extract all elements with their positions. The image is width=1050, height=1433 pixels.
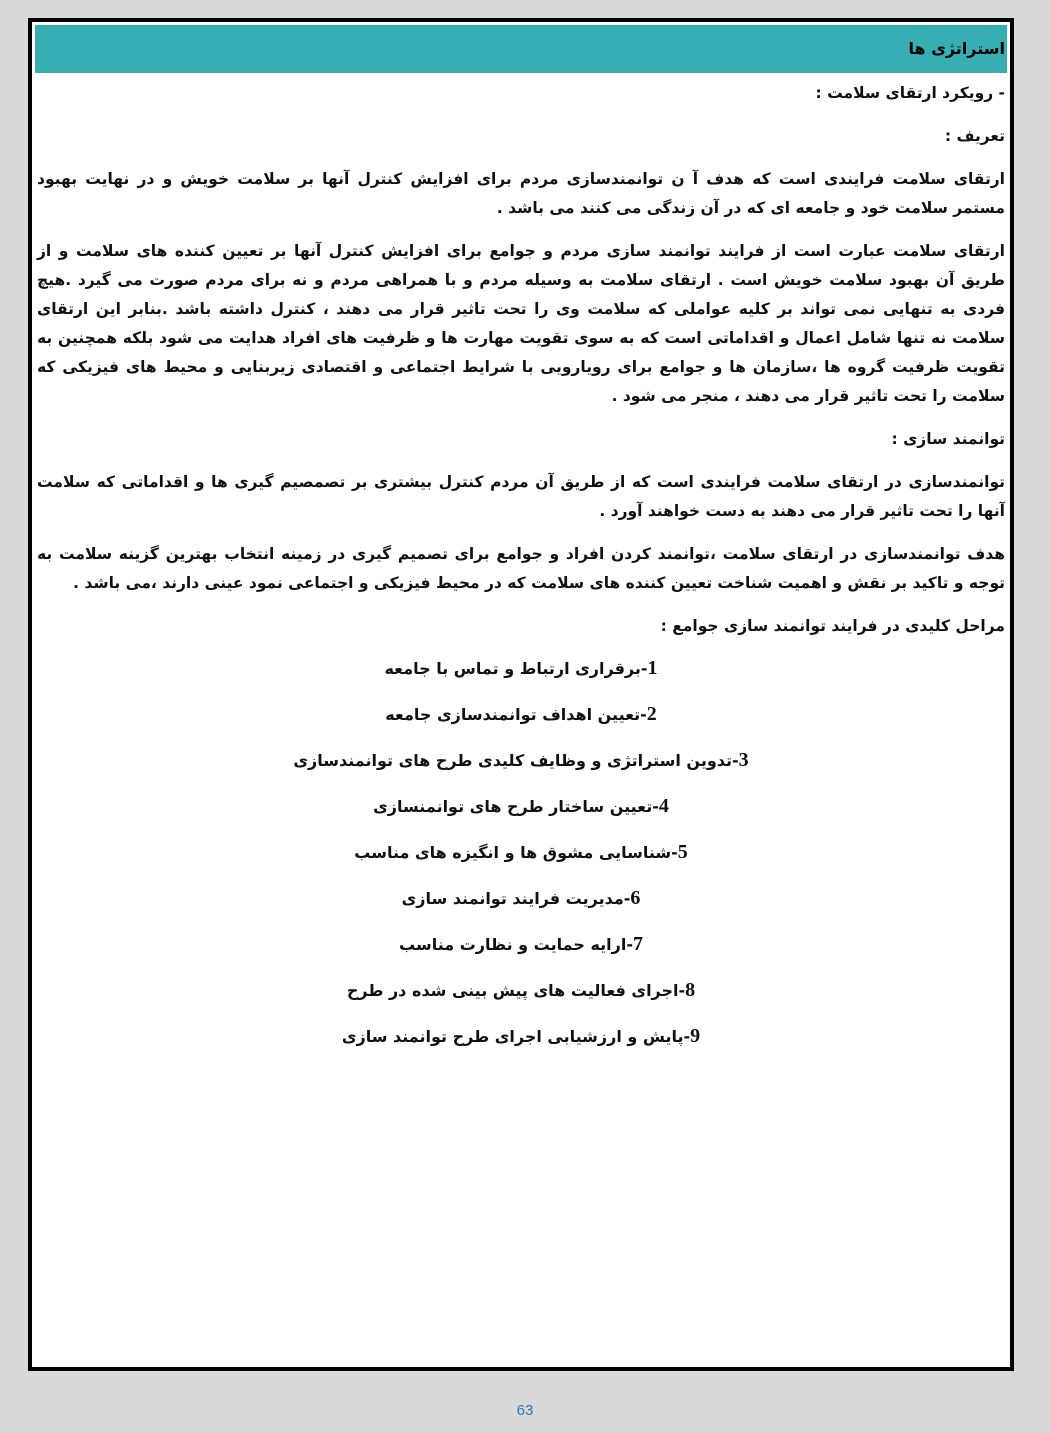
steps-heading: مراحل کلیدی در فرایند توانمند سازی جوامع : — [660, 617, 1005, 635]
empowerment-goal-paragraph: هدف توانمندسازی در ارتقای سلامت ،توانمند کردن افراد و جوامع برای تصمیم گیری در زمینه انتخاب بهترین گزینه سلامت به توجه و تاکید بر نقش و اهمیت شناخت تعیین کننده های سلامت که در محیط فیزیکی و اجتماعی نمود عینی دارند ،می باشد . — [37, 545, 1005, 592]
step-number: 6 — [630, 887, 641, 909]
step-number: 8 — [685, 979, 696, 1001]
step-item — [37, 737, 1005, 783]
step-number: 7 — [633, 933, 643, 955]
step-text: -تعیین ساختار طرح های توانمنسازی — [373, 797, 659, 816]
step-number: 2 — [646, 703, 657, 725]
steps-list — [37, 645, 1005, 1059]
step-item — [37, 691, 1005, 737]
step-text: -پایش و ارزشیابی اجرای طرح توانمند سازی — [341, 1027, 691, 1046]
page-number: 63 — [516, 1402, 534, 1419]
step-text: -شناسایی مشوق ها و انگیزه های مناسب — [354, 843, 678, 862]
empowerment-heading: توانمند سازی : — [891, 430, 1005, 448]
definition-paragraph-1: ارتقای سلامت فرایندی است که هدف آ ن توانمندسازی مردم برای افزایش کنترل آنها بر سلامت خویش و در نهایت بهبود مستمر سلامت خود و جامعه ای که در آن زندگی می کنند می باشد . — [37, 170, 1005, 217]
step-item — [37, 1013, 1005, 1059]
approach-heading: - رویکرد ارتقای سلامت : — [815, 84, 1005, 102]
step-text: -اجرای فعالیت های پیش بینی شده در طرح — [346, 981, 686, 1000]
document-content — [35, 73, 1007, 1059]
document-inner — [35, 25, 1007, 1364]
step-text: -برقراری ارتباط و تماس با جامعه — [384, 659, 648, 678]
step-number: 3 — [738, 749, 749, 771]
step-item — [37, 921, 1005, 967]
step-number: 5 — [677, 841, 688, 863]
section-title: استراتژی ها — [908, 39, 1005, 58]
definition-heading: تعریف : — [944, 127, 1005, 145]
step-item — [37, 967, 1005, 1013]
empowerment-paragraph: توانمندسازی در ارتقای سلامت فرایندی است که از طریق آن مردم کنترل بیشتری بر تصمصیم گیری ها و اقداماتی که سلامت آنها را تحت تاثیر قرار می دهند به دست خواهند آورد . — [37, 473, 1005, 520]
step-text: -تدوین استراتژی و وظایف کلیدی طرح های توانمندسازی — [293, 751, 739, 770]
step-number: 9 — [690, 1025, 701, 1047]
document-frame — [28, 18, 1014, 1371]
section-header-bar — [35, 25, 1007, 73]
step-text: -ارایه حمایت و نظارت مناسب — [399, 935, 633, 954]
step-text: -مدیریت فرایند توانمند سازی — [401, 889, 631, 908]
step-number: 4 — [658, 795, 669, 817]
step-number: 1 — [647, 657, 658, 679]
step-text: -تعیین اهداف توانمندسازی جامعه — [385, 705, 647, 724]
step-item — [37, 645, 1005, 691]
step-item — [37, 875, 1005, 921]
definition-paragraph-2: ارتقای سلامت عبارت است از فرایند توانمند سازی مردم و جوامع برای افزایش کنترل آنها بر تعیین کننده های سلامت و از طریق آن بهبود سلامت خویش است . ارتقای سلامت به وسیله مردم و با همراهی مردم و نه برای مردم صورت می گیرد .هیچ فردی به تنهایی نمی تواند بر کلیه عواملی که سلامت وی را تحت تاثیر قرار می دهند ، کنترل داشته باشد .بنابر این ارتقای سلامت نه تنها شامل اعمال و اقداماتی است که به سوی تقویت مهارت ها و ظرفیت های افراد هدایت می شود بلکه همچنین به تقویت ظرفیت گروه ها ،سازمان ها و جوامع برای رویارویی با شرایط اجتماعی و اقتصادی زیربنایی و محیط های فیزیکی که سلامت را تحت تاثیر قرار می دهند ، منجر می شود . — [37, 242, 1005, 405]
step-item — [37, 829, 1005, 875]
step-item — [37, 783, 1005, 829]
